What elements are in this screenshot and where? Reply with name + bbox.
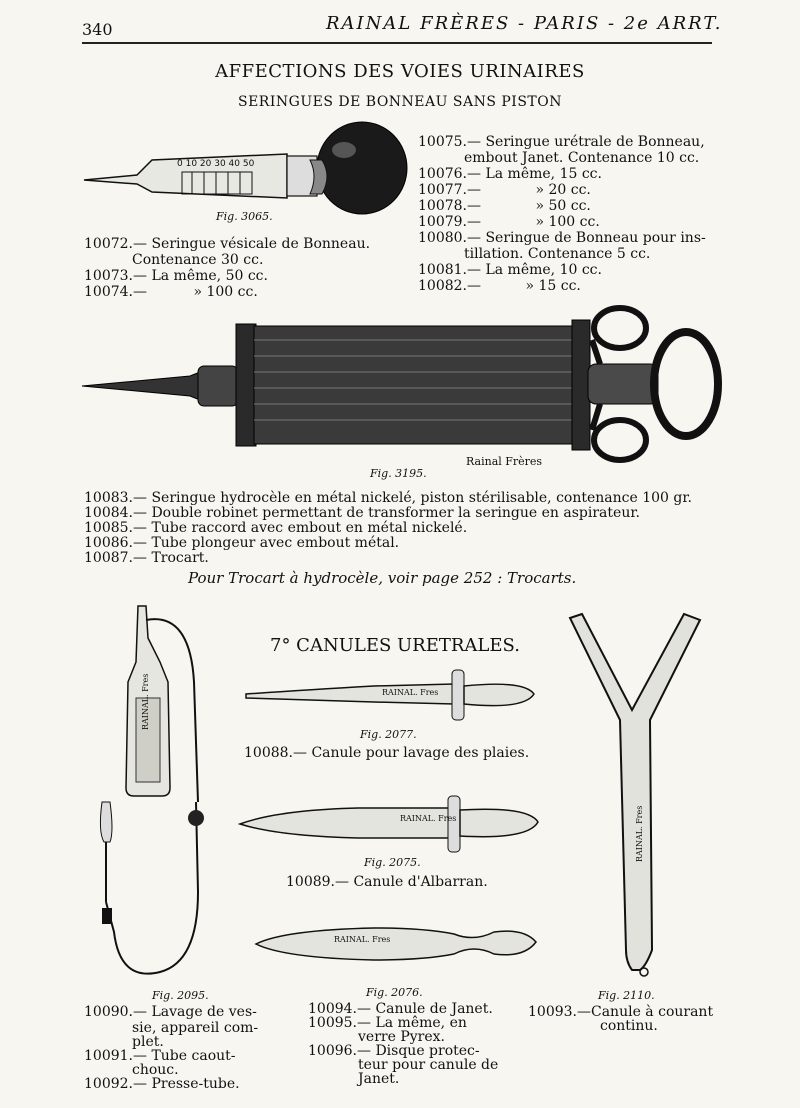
list-item: 10076.— La même, 15 cc. bbox=[418, 166, 602, 182]
fig-3065-caption: Fig. 3065. bbox=[216, 210, 273, 223]
fig-2077-caption: Fig. 2077. bbox=[360, 728, 417, 741]
item-10088: 10088.— Canule pour lavage des plaies. bbox=[244, 745, 530, 761]
list-item: 10093.—Canule à courant bbox=[528, 1004, 714, 1020]
list-item: 10094.— Canule de Janet. bbox=[308, 1001, 493, 1017]
list-item: 10074.— » 100 cc. bbox=[84, 284, 258, 300]
y-canule-illustration bbox=[566, 610, 706, 980]
item-10089: 10089.— Canule d'Albarran. bbox=[286, 874, 488, 890]
canules-title: 7° CANULES URETRALES. bbox=[270, 635, 520, 656]
section-subtitle: SERINGUES DE BONNEAU SANS PISTON bbox=[238, 94, 562, 110]
list-item: teur pour canule de bbox=[358, 1057, 499, 1073]
bonneau-syringe-illustration bbox=[82, 120, 412, 220]
list-item: 10083.— Seringue hydrocèle en métal nickelé, piston stérilisable, contenance 100 gr. bbox=[84, 490, 692, 506]
list-item: 10075.— Seringue urétrale de Bonneau, bbox=[418, 134, 705, 150]
list-item: 10095.— La même, en bbox=[308, 1015, 467, 1031]
header-rule bbox=[82, 42, 712, 44]
list-item: 10096.— Disque protec- bbox=[308, 1043, 480, 1059]
list-item: embout Janet. Contenance 10 cc. bbox=[464, 150, 700, 166]
canule-2076-label: RAINAL. Fres bbox=[334, 935, 391, 944]
canule-2076-illustration bbox=[254, 920, 540, 970]
fig-2095-caption: Fig. 2095. bbox=[152, 989, 209, 1002]
hydrocele-maker-label: Rainal Frères bbox=[466, 455, 543, 468]
canule-2077-label: RAINAL. Fres bbox=[382, 688, 439, 697]
list-item: 10079.— » 100 cc. bbox=[418, 214, 600, 230]
list-item: 10091.— Tube caout- bbox=[84, 1048, 236, 1064]
page-number: 340 bbox=[82, 20, 113, 39]
list-item: chouc. bbox=[132, 1062, 179, 1078]
list-item: 10084.— Double robinet permettant de transformer la seringue en aspirateur. bbox=[84, 505, 640, 521]
list-item: continu. bbox=[600, 1018, 658, 1034]
hydrocele-syringe-illustration bbox=[80, 300, 730, 470]
list-item: 10087.— Trocart. bbox=[84, 550, 209, 566]
list-item: 10085.— Tube raccord avec embout en métal nickelé. bbox=[84, 520, 468, 536]
fig-2076-caption: Fig. 2076. bbox=[366, 986, 423, 999]
list-item: 10081.— La même, 10 cc. bbox=[418, 262, 602, 278]
running-header: RAINAL FRÈRES - PARIS - 2e ARRT. bbox=[326, 13, 723, 34]
list-item: 10092.— Presse-tube. bbox=[84, 1076, 240, 1092]
list-item: plet. bbox=[132, 1034, 164, 1050]
list-item: 10072.— Seringue vésicale de Bonneau. bbox=[84, 236, 371, 252]
list-item: 10077.— » 20 cc. bbox=[418, 182, 591, 198]
canule-2075-illustration bbox=[238, 794, 548, 854]
list-item: Contenance 30 cc. bbox=[132, 252, 264, 268]
list-item: sie, appareil com- bbox=[132, 1020, 259, 1036]
fig-2110-caption: Fig. 2110. bbox=[598, 989, 655, 1002]
list-item: 10082.— » 15 cc. bbox=[418, 278, 581, 294]
list-item: 10090.— Lavage de ves- bbox=[84, 1004, 257, 1020]
y-canule-label: RAINAL. Fres bbox=[635, 805, 644, 862]
list-item: tillation. Contenance 5 cc. bbox=[464, 246, 651, 262]
list-item: 10078.— » 50 cc. bbox=[418, 198, 591, 214]
scale-marks: 0 10 20 30 40 50 bbox=[177, 159, 255, 169]
fig-3195-caption: Fig. 3195. bbox=[370, 467, 427, 480]
list-item: 10073.— La même, 50 cc. bbox=[84, 268, 268, 284]
canule-2075-label: RAINAL. Fres bbox=[400, 814, 457, 823]
list-item: verre Pyrex. bbox=[358, 1029, 445, 1045]
fig-2075-caption: Fig. 2075. bbox=[364, 856, 421, 869]
trocart-note: Pour Trocart à hydrocèle, voir page 252 : Trocarts. bbox=[188, 569, 577, 587]
bottle-label: RAINAL. Fres bbox=[141, 673, 150, 730]
list-item: 10080.— Seringue de Bonneau pour ins- bbox=[418, 230, 706, 246]
lavage-apparatus-illustration bbox=[90, 602, 210, 982]
list-item: 10086.— Tube plongeur avec embout métal. bbox=[84, 535, 400, 551]
section-title: AFFECTIONS DES VOIES URINAIRES bbox=[215, 61, 585, 82]
list-item: Janet. bbox=[358, 1071, 400, 1087]
